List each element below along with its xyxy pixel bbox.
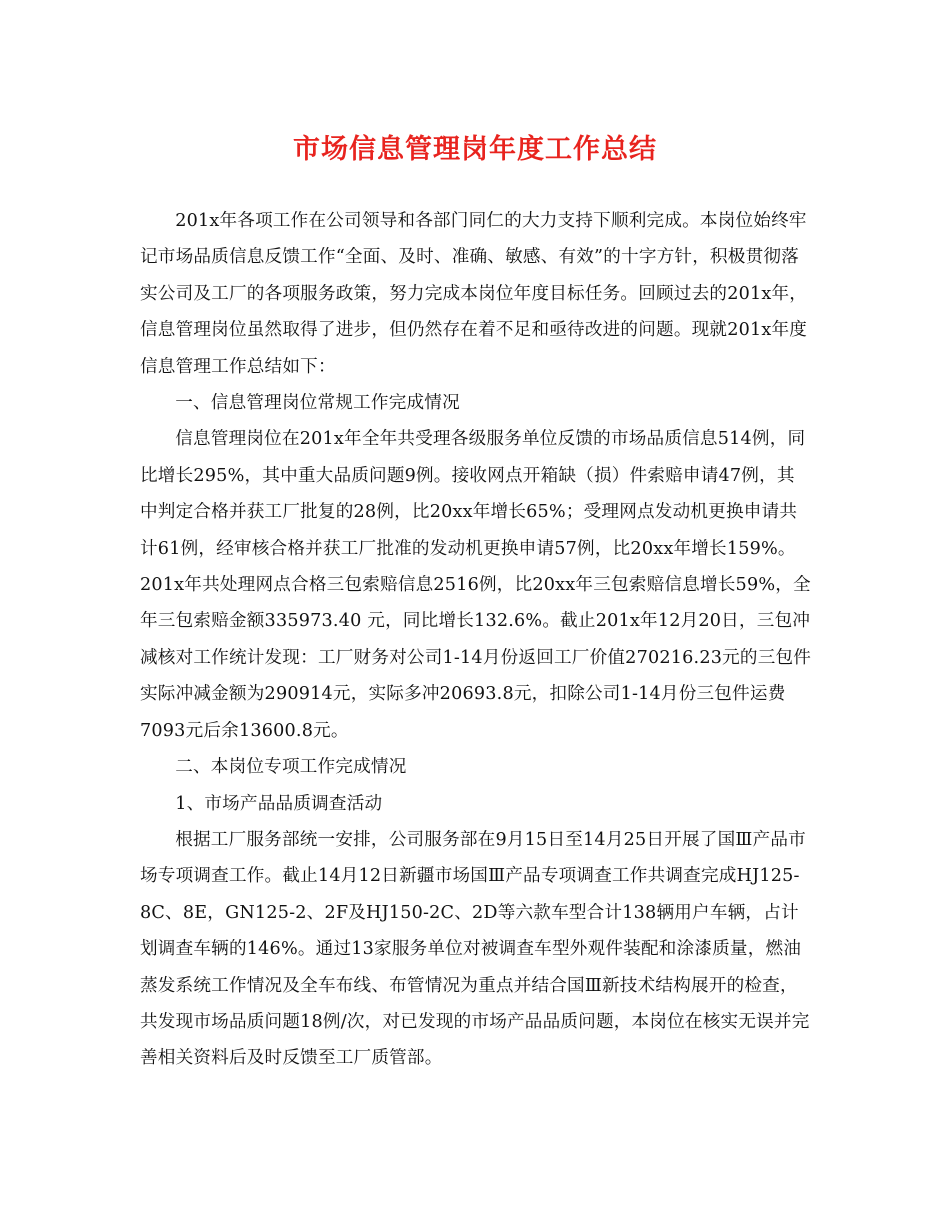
- section-heading-1: 一、信息管理岗位常规工作完成情况: [175, 393, 460, 414]
- paragraph-intro: 201x年各项工作在公司领导和各部门同仁的大力支持下顺利完成。本岗位始终牢记市场品质信息反馈工作“全面、及时、准确、敏感、有效”的十字方针，积极贯彻落实公司及工厂的各项服务政策，努力完成本岗位年度目标任务。回顾过去的201x年，信息管理岗位虽然取得了进步，但仍然存在着不足和亟待改进的问题。现就201x年度信息管理工作总结如下：: [140, 211, 808, 377]
- section-heading-2: 二、本岗位专项工作完成情况: [175, 757, 407, 778]
- paragraph-quality-survey: 根据工厂服务部统一安排，公司服务部在9月15日至14月25日开展了国Ⅲ产品市场专项调查工作。截止14月12日新疆市场国Ⅲ产品专项调查工作共调查完成HJ125-8C、8E，GN125-2、2F及HJ150-2C、2D等六款车型合计138辆用户车辆，占计划调查车辆的146%。通过13家服务单位对被调查车型外观件装配和涂漆质量，燃油蒸发系统工作情况及全车布线、布管情况为重点并结合国Ⅲ新技术结构展开的检查，共发现市场品质问题18例/次，对已发现的市场产品品质问题，本岗位在核实无误并完善相关资料后及时反馈至工厂质管部。: [140, 829, 810, 1069]
- document-body: [140, 203, 812, 1077]
- document-title: 市场信息管理岗年度工作总结: [293, 134, 657, 165]
- subsection-heading-1: 1、市场产品品质调查活动: [175, 793, 383, 814]
- paragraph-routine-work: 信息管理岗位在201x年全年共受理各级服务单位反馈的市场品质信息514例，同比增长295%，其中重大品质问题9例。接收网点开箱缺（损）件索赔申请47例，其中判定合格并获工厂批复的28例，比20xx年增长65%；受理网点发动机更换申请共计61例，经审核合格并获工厂批准的发动机更换申请57例，比20xx年增长159%。 201x年共处理网点合格三包索赔信息2516例，比20xx年三包索赔信息增长59%，全年三包索赔金额335973.40 元，同比增长132.6%。截止201x年12月20日，三包冲减核对工作统计发现：工厂财务对公司1-14月份返回工厂价值270216.23元的三包件实际冲减金额为290914元，实际多冲20693.8元，扣除公司1-14月份三包件运费7093元后余13600.8元。: [140, 429, 812, 741]
